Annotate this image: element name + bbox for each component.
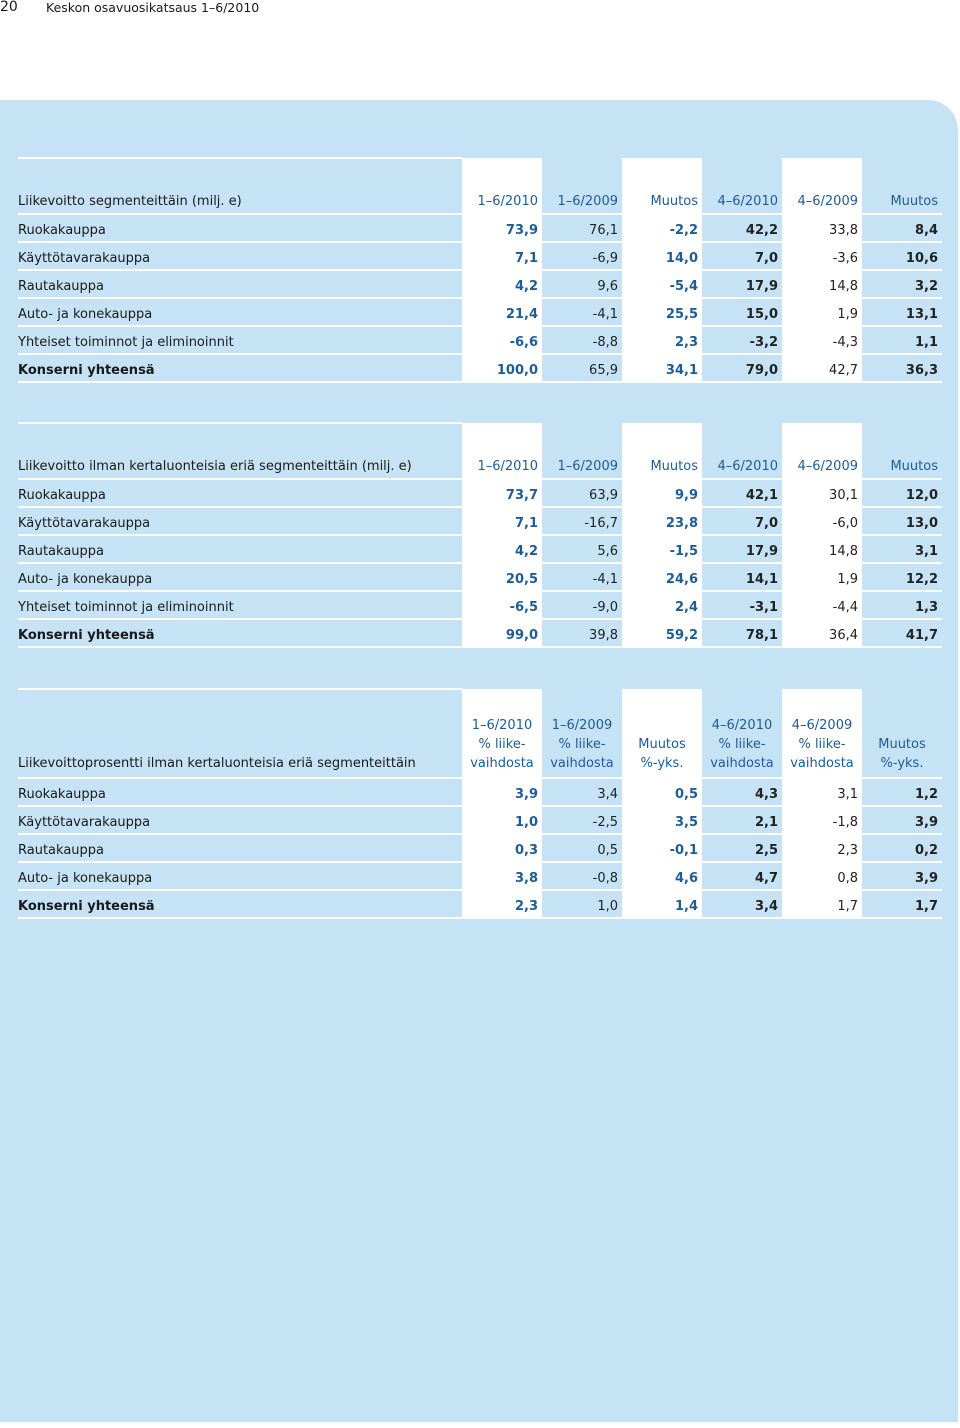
table-cell: 10,6 (862, 242, 942, 270)
table-cell: 1,1 (862, 326, 942, 354)
table-row (18, 591, 942, 619)
row-label: Rautakauppa (18, 535, 462, 563)
table-cell: 42,7 (782, 354, 862, 382)
page-number: 20 (0, 0, 18, 15)
table-row (18, 806, 942, 834)
column-header (862, 716, 942, 778)
table-row (18, 563, 942, 591)
table-cell: -1,8 (782, 806, 862, 834)
table-cell: -3,6 (782, 242, 862, 270)
table-row (18, 778, 942, 806)
table-cell: 7,0 (702, 507, 782, 535)
table-cell: 9,6 (542, 270, 622, 298)
table-cell: 2,5 (702, 834, 782, 862)
column-header-line: Muutos (638, 737, 686, 752)
table-cell: 3,9 (862, 862, 942, 890)
table-cell: 3,4 (542, 778, 622, 806)
table-cell: 73,9 (462, 214, 542, 242)
table-cell: 2,1 (702, 806, 782, 834)
table-row (18, 242, 942, 270)
table-title: Liikevoittoprosentti ilman kertaluonteisia eriä segmenteittäin (18, 716, 462, 778)
table-cell: 0,5 (542, 834, 622, 862)
table-cell: 23,8 (622, 507, 702, 535)
table-cell: 13,1 (862, 298, 942, 326)
table-cell: 33,8 (782, 214, 862, 242)
column-header-line: % liike- (798, 737, 846, 752)
table-cell: 0,8 (782, 862, 862, 890)
table-header-row (18, 185, 942, 214)
table-cell: 7,1 (462, 507, 542, 535)
table-cell: -6,5 (462, 591, 542, 619)
column-header-line: 4–6/2010 (711, 718, 773, 733)
column-header-line: 1–6/2009 (551, 718, 613, 733)
operating-profit-excl-nonrecurring-table (18, 422, 942, 648)
column-header-line: 1–6/2010 (471, 718, 533, 733)
table-cell: 3,9 (462, 778, 542, 806)
table-cell: -4,1 (542, 298, 622, 326)
table-cell: 20,5 (462, 563, 542, 591)
column-header: 1–6/2010 (462, 185, 542, 214)
table-cell: 14,8 (782, 535, 862, 563)
table-cell: 1,3 (862, 591, 942, 619)
column-header (542, 716, 622, 778)
column-header (702, 716, 782, 778)
table-cell: 17,9 (702, 535, 782, 563)
column-header-line: 4–6/2009 (791, 718, 853, 733)
table-cell: -3,2 (702, 326, 782, 354)
table-cell: 0,5 (622, 778, 702, 806)
column-header-line: % liike- (718, 737, 766, 752)
table-cell: 4,3 (702, 778, 782, 806)
table-cell: 3,5 (622, 806, 702, 834)
table-row (18, 862, 942, 890)
column-header: 4–6/2010 (702, 450, 782, 479)
table-total-row (18, 619, 942, 647)
row-label: Yhteiset toiminnot ja eliminoinnit (18, 326, 462, 354)
table-cell: 14,8 (782, 270, 862, 298)
row-label: Konserni yhteensä (18, 354, 462, 382)
row-label: Auto- ja konekauppa (18, 298, 462, 326)
table-cell: -4,1 (542, 563, 622, 591)
table-cell: -9,0 (542, 591, 622, 619)
table-cell: 3,4 (702, 890, 782, 918)
table-cell: -4,3 (782, 326, 862, 354)
table-cell: 12,2 (862, 563, 942, 591)
table-cell: 99,0 (462, 619, 542, 647)
table-cell: 2,4 (622, 591, 702, 619)
column-header: 1–6/2010 (462, 450, 542, 479)
column-header-line: % liike- (558, 737, 606, 752)
row-label: Käyttötavarakauppa (18, 507, 462, 535)
page-header-title: Keskon osavuosikatsaus 1–6/2010 (46, 0, 260, 15)
table-cell: 59,2 (622, 619, 702, 647)
column-header: 4–6/2010 (702, 185, 782, 214)
table-cell: 17,9 (702, 270, 782, 298)
table-cell: 1,9 (782, 563, 862, 591)
column-header-line: vaihdosta (550, 756, 614, 771)
table-cell: 4,2 (462, 270, 542, 298)
table-cell: 1,0 (542, 890, 622, 918)
table-cell: 24,6 (622, 563, 702, 591)
table-cell: 30,1 (782, 479, 862, 507)
column-header (462, 716, 542, 778)
table-cell: 42,1 (702, 479, 782, 507)
row-label: Käyttötavarakauppa (18, 242, 462, 270)
table-cell: 76,1 (542, 214, 622, 242)
table-cell: 8,4 (862, 214, 942, 242)
row-label: Konserni yhteensä (18, 619, 462, 647)
table-cell: 7,1 (462, 242, 542, 270)
table-cell: -0,1 (622, 834, 702, 862)
table-cell: 25,5 (622, 298, 702, 326)
table-cell: 0,2 (862, 834, 942, 862)
column-header: Muutos (862, 450, 942, 479)
table-row (18, 214, 942, 242)
column-header-line: % liike- (478, 737, 526, 752)
column-header: 4–6/2009 (782, 450, 862, 479)
table-cell: 36,3 (862, 354, 942, 382)
column-header: 1–6/2009 (542, 450, 622, 479)
table-cell: 63,9 (542, 479, 622, 507)
table-header-row (18, 450, 942, 479)
table-cell: -0,8 (542, 862, 622, 890)
table-header-row (18, 716, 942, 778)
table-row (18, 270, 942, 298)
table-cell: -6,9 (542, 242, 622, 270)
row-label: Ruokakauppa (18, 778, 462, 806)
table-cell: -6,0 (782, 507, 862, 535)
table-cell: 79,0 (702, 354, 782, 382)
table-cell: -8,8 (542, 326, 622, 354)
table-cell: 3,9 (862, 806, 942, 834)
column-header: Muutos (622, 450, 702, 479)
table-row (18, 834, 942, 862)
table-cell: 41,7 (862, 619, 942, 647)
table-cell: -3,1 (702, 591, 782, 619)
table-cell: 15,0 (702, 298, 782, 326)
table-cell: 21,4 (462, 298, 542, 326)
table-cell: 73,7 (462, 479, 542, 507)
column-header (782, 716, 862, 778)
table-cell: 1,7 (782, 890, 862, 918)
table-cell: 78,1 (702, 619, 782, 647)
column-header-line: vaihdosta (470, 756, 534, 771)
column-header-line: vaihdosta (710, 756, 774, 771)
table-cell: 65,9 (542, 354, 622, 382)
table-cell: 14,1 (702, 563, 782, 591)
operating-profit-by-segment-table (18, 157, 942, 383)
table-cell: 1,9 (782, 298, 862, 326)
table-row (18, 507, 942, 535)
table-cell: 14,0 (622, 242, 702, 270)
row-label: Käyttötavarakauppa (18, 806, 462, 834)
table-row (18, 479, 942, 507)
table-cell: -6,6 (462, 326, 542, 354)
table-cell: 5,6 (542, 535, 622, 563)
column-header: Muutos (862, 185, 942, 214)
table-cell: 7,0 (702, 242, 782, 270)
table-cell: 4,7 (702, 862, 782, 890)
table-cell: -2,5 (542, 806, 622, 834)
row-label: Ruokakauppa (18, 479, 462, 507)
table-cell: -16,7 (542, 507, 622, 535)
table-cell: 34,1 (622, 354, 702, 382)
table-row (18, 298, 942, 326)
column-header-line: vaihdosta (790, 756, 854, 771)
table-cell: 4,6 (622, 862, 702, 890)
table-cell: -1,5 (622, 535, 702, 563)
table-cell: 1,4 (622, 890, 702, 918)
table-cell: 4,2 (462, 535, 542, 563)
table-cell: -5,4 (622, 270, 702, 298)
table-cell: -4,4 (782, 591, 862, 619)
table-cell: 3,1 (782, 778, 862, 806)
row-label: Auto- ja konekauppa (18, 563, 462, 591)
table-cell: 100,0 (462, 354, 542, 382)
table-total-row (18, 354, 942, 382)
column-header-line: %-yks. (640, 756, 684, 771)
row-label: Rautakauppa (18, 270, 462, 298)
column-header: 1–6/2009 (542, 185, 622, 214)
table-cell: 1,7 (862, 890, 942, 918)
table-cell: 12,0 (862, 479, 942, 507)
row-label: Rautakauppa (18, 834, 462, 862)
table-cell: 3,1 (862, 535, 942, 563)
row-label: Konserni yhteensä (18, 890, 462, 918)
column-header: 4–6/2009 (782, 185, 862, 214)
column-header-line: Muutos (878, 737, 926, 752)
table-cell: 2,3 (622, 326, 702, 354)
table-total-row (18, 890, 942, 918)
table-cell: 1,2 (862, 778, 942, 806)
table-cell: 9,9 (622, 479, 702, 507)
table-cell: 2,3 (462, 890, 542, 918)
table-cell: 13,0 (862, 507, 942, 535)
table-title: Liikevoitto segmenteittäin (milj. e) (18, 185, 462, 214)
table-cell: 36,4 (782, 619, 862, 647)
table-cell: 42,2 (702, 214, 782, 242)
table-cell: -2,2 (622, 214, 702, 242)
row-label: Yhteiset toiminnot ja eliminoinnit (18, 591, 462, 619)
column-header: Muutos (622, 185, 702, 214)
table-cell: 0,3 (462, 834, 542, 862)
operating-profit-percentage-table (18, 688, 942, 919)
table-row (18, 326, 942, 354)
table-cell: 1,0 (462, 806, 542, 834)
page-header (0, 0, 960, 24)
table-title: Liikevoitto ilman kertaluonteisia eriä segmenteittäin (milj. e) (18, 450, 462, 479)
table-cell: 3,8 (462, 862, 542, 890)
row-label: Ruokakauppa (18, 214, 462, 242)
table-cell: 3,2 (862, 270, 942, 298)
table-cell: 2,3 (782, 834, 862, 862)
table-cell: 39,8 (542, 619, 622, 647)
column-header-line: %-yks. (880, 756, 924, 771)
column-header (622, 716, 702, 778)
row-label: Auto- ja konekauppa (18, 862, 462, 890)
table-row (18, 535, 942, 563)
